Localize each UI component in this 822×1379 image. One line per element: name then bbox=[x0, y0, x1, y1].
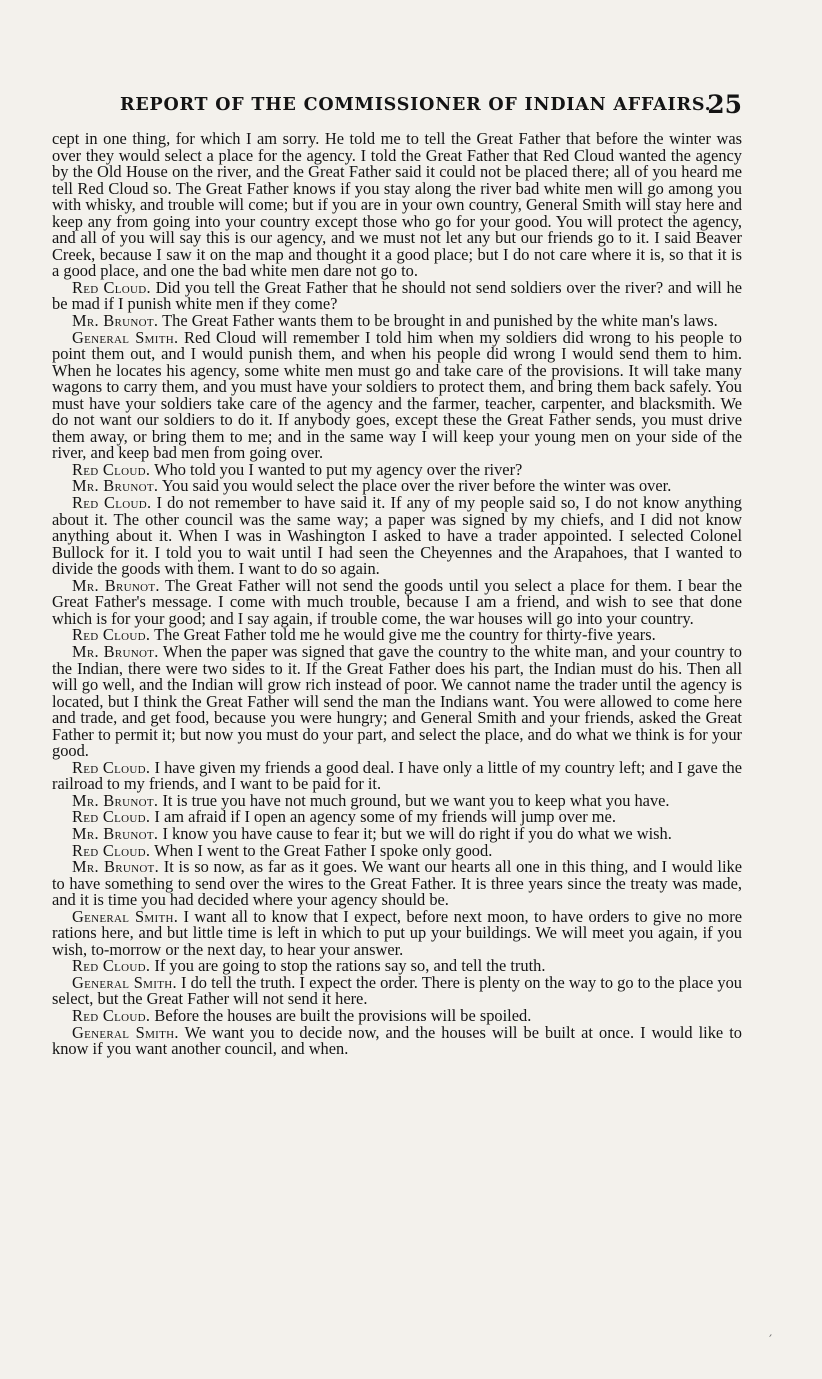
paragraph-text: cept in one thing, for which I am sorry. He told me to tell the Great Father that before the winter was over they would select a place for the agency. I told the Great Father that Red Cloud wanted the agency by the Old House on the river, and the Great Father said it could not be placed there; all of you heard me tell Red Cloud so. The Great Father knows if you stay along the river bad white men will go among you with whisky, and trouble will come; but if you are in your own country, General Smith will stay here and keep any from going into your country except those who go for your good. You will protect the agency, and all of you will say this is our agency, and we must not let any but our friends go to it. I said Beaver Creek, because I saw it on the map and thought it a good place; but I do not care where it is, so that it is a good place, and one the bad white men dare not go to. bbox=[52, 129, 742, 281]
paragraph-text: The Great Father wants them to be brought in and punished by the white man's laws. bbox=[162, 311, 718, 331]
paragraph bbox=[52, 906, 742, 959]
speaker-name: Red Cloud. bbox=[72, 807, 151, 827]
paragraph-text: I want all to know that I expect, before next moon, to have orders to give no more rations here, and but little time is left in which to put up your buildings. We will meet you again, if you wish, to-morrow or the next day, to hear your answer. bbox=[52, 906, 742, 959]
paragraph-text: If you are going to stop the rations say so, and tell the truth. bbox=[154, 956, 546, 976]
speaker-name: General Smith. bbox=[72, 1022, 179, 1042]
speaker-name: Red Cloud. bbox=[72, 1005, 151, 1025]
paragraph bbox=[52, 1022, 742, 1059]
speaker-name: Red Cloud. bbox=[72, 840, 151, 860]
paragraph bbox=[52, 277, 742, 314]
speaker-name: General Smith. bbox=[72, 327, 179, 347]
speaker-name: Red Cloud. bbox=[72, 459, 151, 479]
speaker-name: Mr. Brunot. bbox=[72, 311, 159, 331]
speaker-name: Red Cloud. bbox=[72, 493, 152, 513]
paragraph-text: Did you tell the Great Father that he should not send soldiers over the river? and will he be mad if I punish white men if they come? bbox=[52, 277, 742, 314]
paragraph-text: We want you to decide now, and the houses will be built at once. I would like to know if you want another council, and when. bbox=[52, 1022, 742, 1059]
paragraph-text: Red Cloud will remember I told him when my soldiers did wrong to his people to point them out, and I would punish them, and when his people did wrong I would send them to him. When he locates his agency, some white men must go and take care of the provisions. It will take many wagons to carry them, and you must have your soldiers to protect them, and bring them back safely. You must have your soldiers take care of the agency and the farmer, teacher, carpenter, and blacksmith. We do not want our soldiers to do it. If anybody goes, except these the Great Father sends, you must drive them away, or bring them to me; and in the same way I will keep your young men on your side of the river, and keep bad men from going over. bbox=[52, 327, 742, 463]
paragraph-text: When I went to the Great Father I spoke only good. bbox=[154, 840, 493, 860]
paragraph-text: I do tell the truth. I expect the order. There is plenty on the way to go to the place you select, but the Great Father will not send it here. bbox=[52, 972, 742, 1009]
body-text bbox=[52, 131, 742, 1058]
speaker-name: General Smith. bbox=[72, 906, 179, 926]
page-number: 25 bbox=[707, 90, 742, 119]
paragraph bbox=[52, 972, 742, 1009]
paragraph bbox=[52, 757, 742, 794]
paragraph bbox=[52, 495, 742, 578]
paragraph-text: I have given my friends a good deal. I have only a little of my country left; and I gave the railroad to my friends, and I want to be paid for it. bbox=[52, 757, 742, 794]
speaker-name: Red Cloud. bbox=[72, 757, 151, 777]
paragraph-text: It is so now, as far as it goes. We want our hearts all one in this thing, and I would like to have something to send over the wires to the Great Father. It is three years since the treaty was made, and it is time you had decided where your agency should be. bbox=[52, 857, 742, 910]
paragraph-text: I know you have cause to fear it; but we will do right if you do what we wish. bbox=[162, 823, 672, 843]
paragraph-text: I do not remember to have said it. If any of my people said so, I do not know anything about it. The other council was the same way; a paper was signed by my chiefs, and I did not know anything about it. When I was in Washington I asked to have a trader appointed. I selected Colonel Bullock for it. I told you to wait until I had seen the Cheyennes and the Arapahoes, that I wanted to divide the goods with them. I want to do so again. bbox=[52, 493, 742, 579]
paragraph bbox=[52, 859, 742, 909]
paragraph-text: It is true you have not much ground, but we want you to keep what you have. bbox=[162, 790, 670, 810]
paragraph-text: The Great Father will not send the goods until you select a place for them. I bear the Great Father's message. I come with much trouble, because I am a friend, and wish to see that done which is for your good; and I say again, if trouble come, the war houses will go into your country. bbox=[52, 575, 742, 628]
paragraph-text: Who told you I wanted to put my agency over the river? bbox=[154, 459, 523, 479]
speaker-name: Red Cloud. bbox=[72, 625, 151, 645]
speaker-name: General Smith. bbox=[72, 972, 177, 992]
paragraph bbox=[52, 327, 742, 463]
speaker-name: Mr. Brunot. bbox=[72, 476, 159, 496]
page-header bbox=[52, 92, 742, 124]
speaker-name: Mr. Brunot. bbox=[72, 575, 160, 595]
paragraph-text: I am afraid if I open an agency some of my friends will jump over me. bbox=[154, 807, 616, 827]
speaker-name: Red Cloud. bbox=[72, 277, 151, 297]
paragraph-text: The Great Father told me he would give me the country for thirty-five years. bbox=[154, 625, 656, 645]
paragraph bbox=[52, 131, 742, 280]
scan-mark: ′ bbox=[769, 1333, 773, 1349]
running-head: REPORT OF THE COMMISSIONER OF INDIAN AFFAIRS. bbox=[120, 95, 712, 115]
paragraph bbox=[52, 575, 742, 628]
speaker-name: Mr. Brunot. bbox=[72, 790, 159, 810]
speaker-name: Red Cloud. bbox=[72, 956, 151, 976]
speaker-name: Mr. Brunot. bbox=[72, 823, 159, 843]
paragraph-text: You said you would select the place over the river before the winter was over. bbox=[161, 476, 672, 496]
paragraph-text: When the paper was signed that gave the country to the white man, and your country to the Indian, there were two sides to it. If the Great Father does his part, the Indian must do his. Then all will go well, and the Indian will grow rich instead of poor. We cannot name the trader until the agency is located, but I think the Great Father will send the man the Indians want. You were allowed to come here and trade, and get food, because you were hungry; and General Smith and your friends, asked the Great Father to permit it; but now you must do your part, and select the place, and do what we think is for your good. bbox=[52, 641, 742, 761]
paragraph-text: Before the houses are built the provisions will be spoiled. bbox=[154, 1005, 532, 1025]
speaker-name: Mr. Brunot. bbox=[72, 857, 159, 877]
paragraph bbox=[52, 641, 742, 761]
speaker-name: Mr. Brunot. bbox=[72, 641, 159, 661]
